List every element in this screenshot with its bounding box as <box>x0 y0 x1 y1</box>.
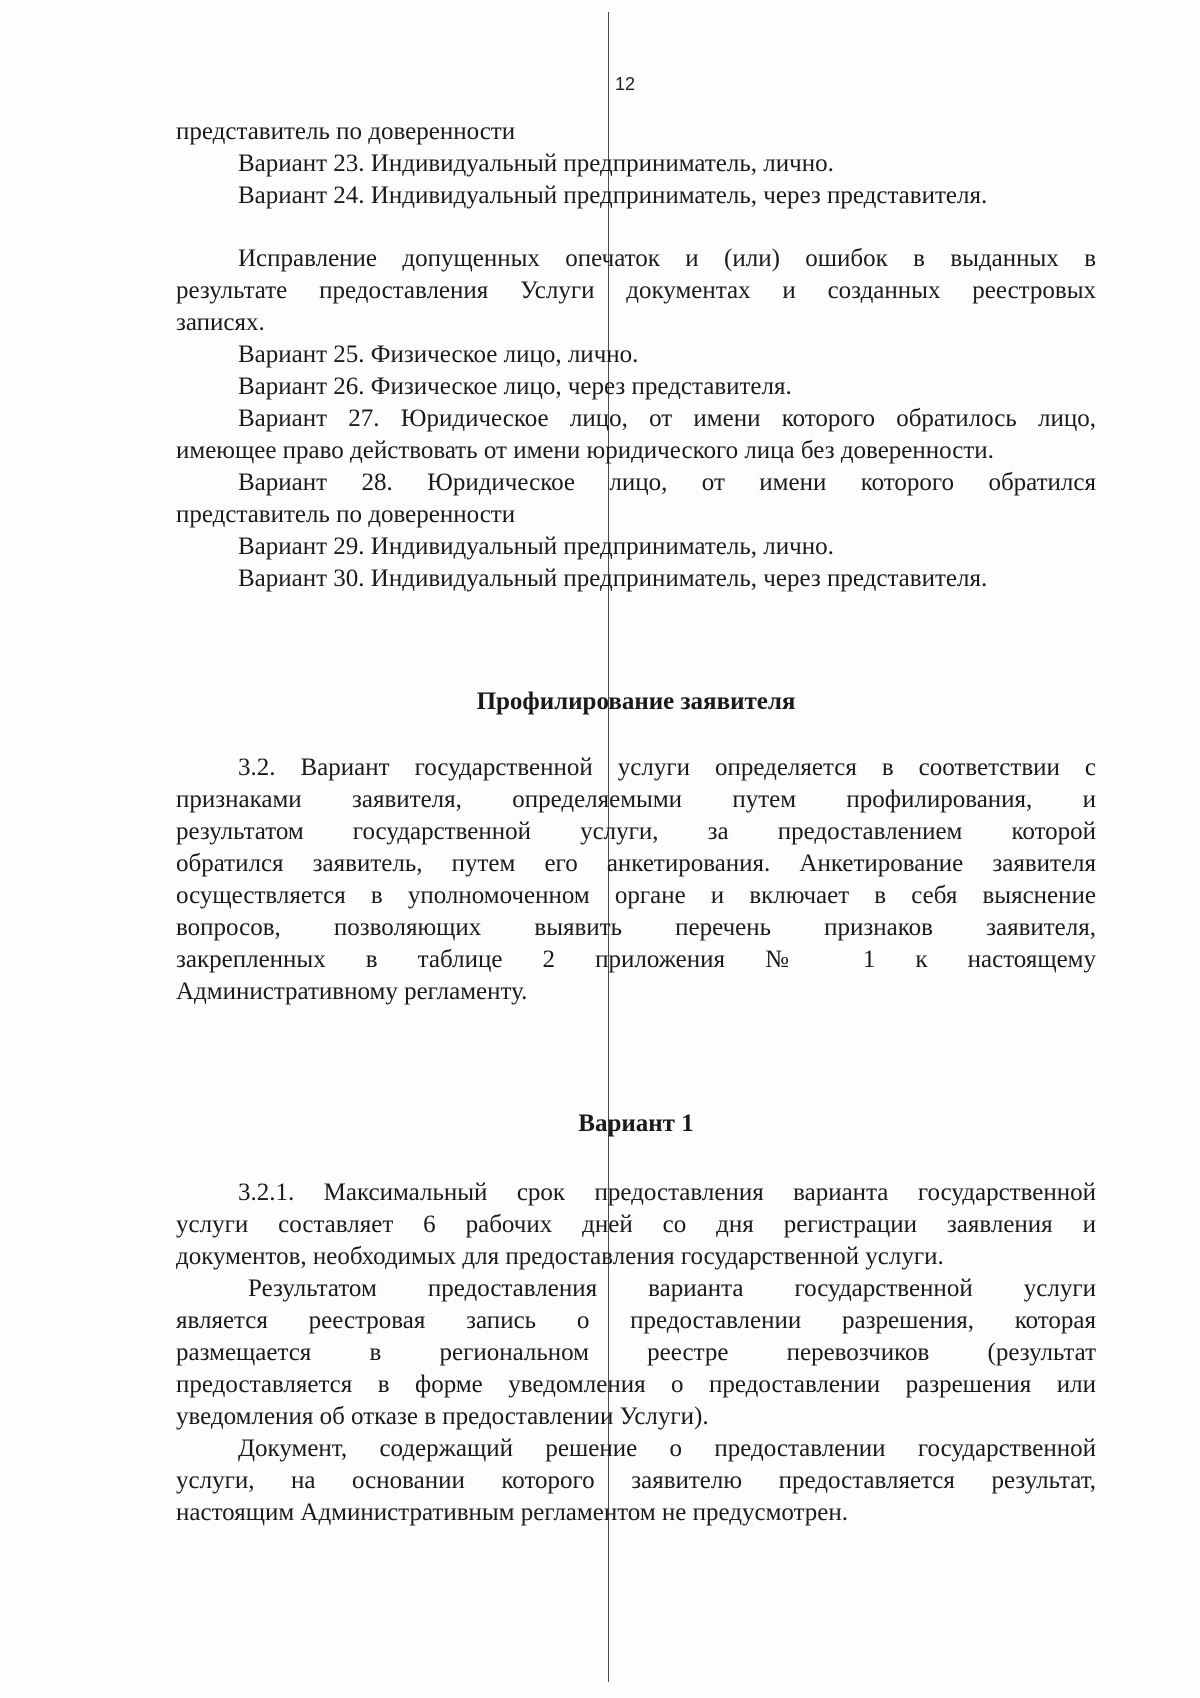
text-line: Результатом предоставления варианта государственной услуги <box>248 1275 1096 1302</box>
text-line: Вариант 23. Индивидуальный предприниматель, лично. <box>238 150 834 177</box>
text-line: документов, необходимых для предоставления государственной услуги. <box>176 1243 944 1270</box>
text-line: признаками заявителя, определяемыми путем профилирования, и <box>176 786 1096 813</box>
text-line: настоящим Административным регламентом не предусмотрен. <box>176 1499 849 1526</box>
page-number: 12 <box>615 74 636 94</box>
text-line: обратился заявитель, путем его анкетирования. Анкетирование заявителя <box>176 850 1096 877</box>
text-line: Вариант 25. Физическое лицо, лично. <box>238 341 639 368</box>
profiling-paragraph <box>176 752 1096 1008</box>
text-line: является реестровая запись о предоставлении разрешения, которая <box>176 1307 1096 1334</box>
text-line: Вариант 30. Индивидуальный предприниматель, через представителя. <box>238 565 988 592</box>
section-heading-variant-1: Вариант 1 <box>578 1110 694 1137</box>
text-line: Вариант 26. Физическое лицо, через представителя. <box>238 373 792 400</box>
text-line: имеющее право действовать от имени юридического лица без доверенности. <box>176 437 994 464</box>
text-line: результате предоставления Услуги документах и созданных реестровых <box>176 277 1096 304</box>
corrections-section <box>176 243 1096 595</box>
text-line: размещается в региональном реестре перевозчиков (результат <box>176 1339 1096 1366</box>
text-line: услуги составляет 6 рабочих дней со дня регистрации заявления и <box>176 1211 1096 1238</box>
text-line: вопросов, позволяющих выявить перечень признаков заявителя, <box>176 914 1096 941</box>
text-line: Вариант 24. Индивидуальный предприниматель, через представителя. <box>238 182 988 209</box>
text-line: записях. <box>176 309 265 336</box>
text-line: уведомления об отказе в предоставлении Услуги). <box>176 1403 709 1430</box>
text-line: закрепленных в таблице 2 приложения № 1 к настоящему <box>176 946 1096 973</box>
text-line: представитель по доверенности <box>176 118 516 145</box>
text-line: Административному регламенту. <box>176 978 528 1005</box>
text-line: результатом государственной услуги, за предоставлением которой <box>176 818 1096 845</box>
text-line: Вариант 28. Юридическое лицо, от имени которого обратился <box>238 469 1096 496</box>
text-line: услуги, на основании которого заявителю предоставляется результат, <box>176 1467 1096 1494</box>
text-line: Исправление допущенных опечаток и (или) ошибок в выданных в <box>238 245 1096 272</box>
text-line: 3.2. Вариант государственной услуги определяется в соответствии с <box>238 754 1096 781</box>
text-line: представитель по доверенности <box>176 501 516 528</box>
variant-1-paragraphs <box>176 1177 1096 1529</box>
text-line: предоставляется в форме уведомления о предоставлении разрешения или <box>176 1371 1096 1398</box>
text-line: Вариант 29. Индивидуальный предприниматель, лично. <box>238 533 834 560</box>
text-line: Вариант 27. Юридическое лицо, от имени которого обратилось лицо, <box>238 405 1096 432</box>
variants-list-end <box>176 116 1096 212</box>
text-line: осуществляется в уполномоченном органе и включает в себя выяснение <box>176 882 1096 909</box>
section-heading-profiling: Профилирование заявителя <box>476 688 796 715</box>
text-line: Документ, содержащий решение о предоставлении государственной <box>238 1435 1096 1462</box>
text-line: 3.2.1. Максимальный срок предоставления варианта государственной <box>238 1179 1096 1206</box>
